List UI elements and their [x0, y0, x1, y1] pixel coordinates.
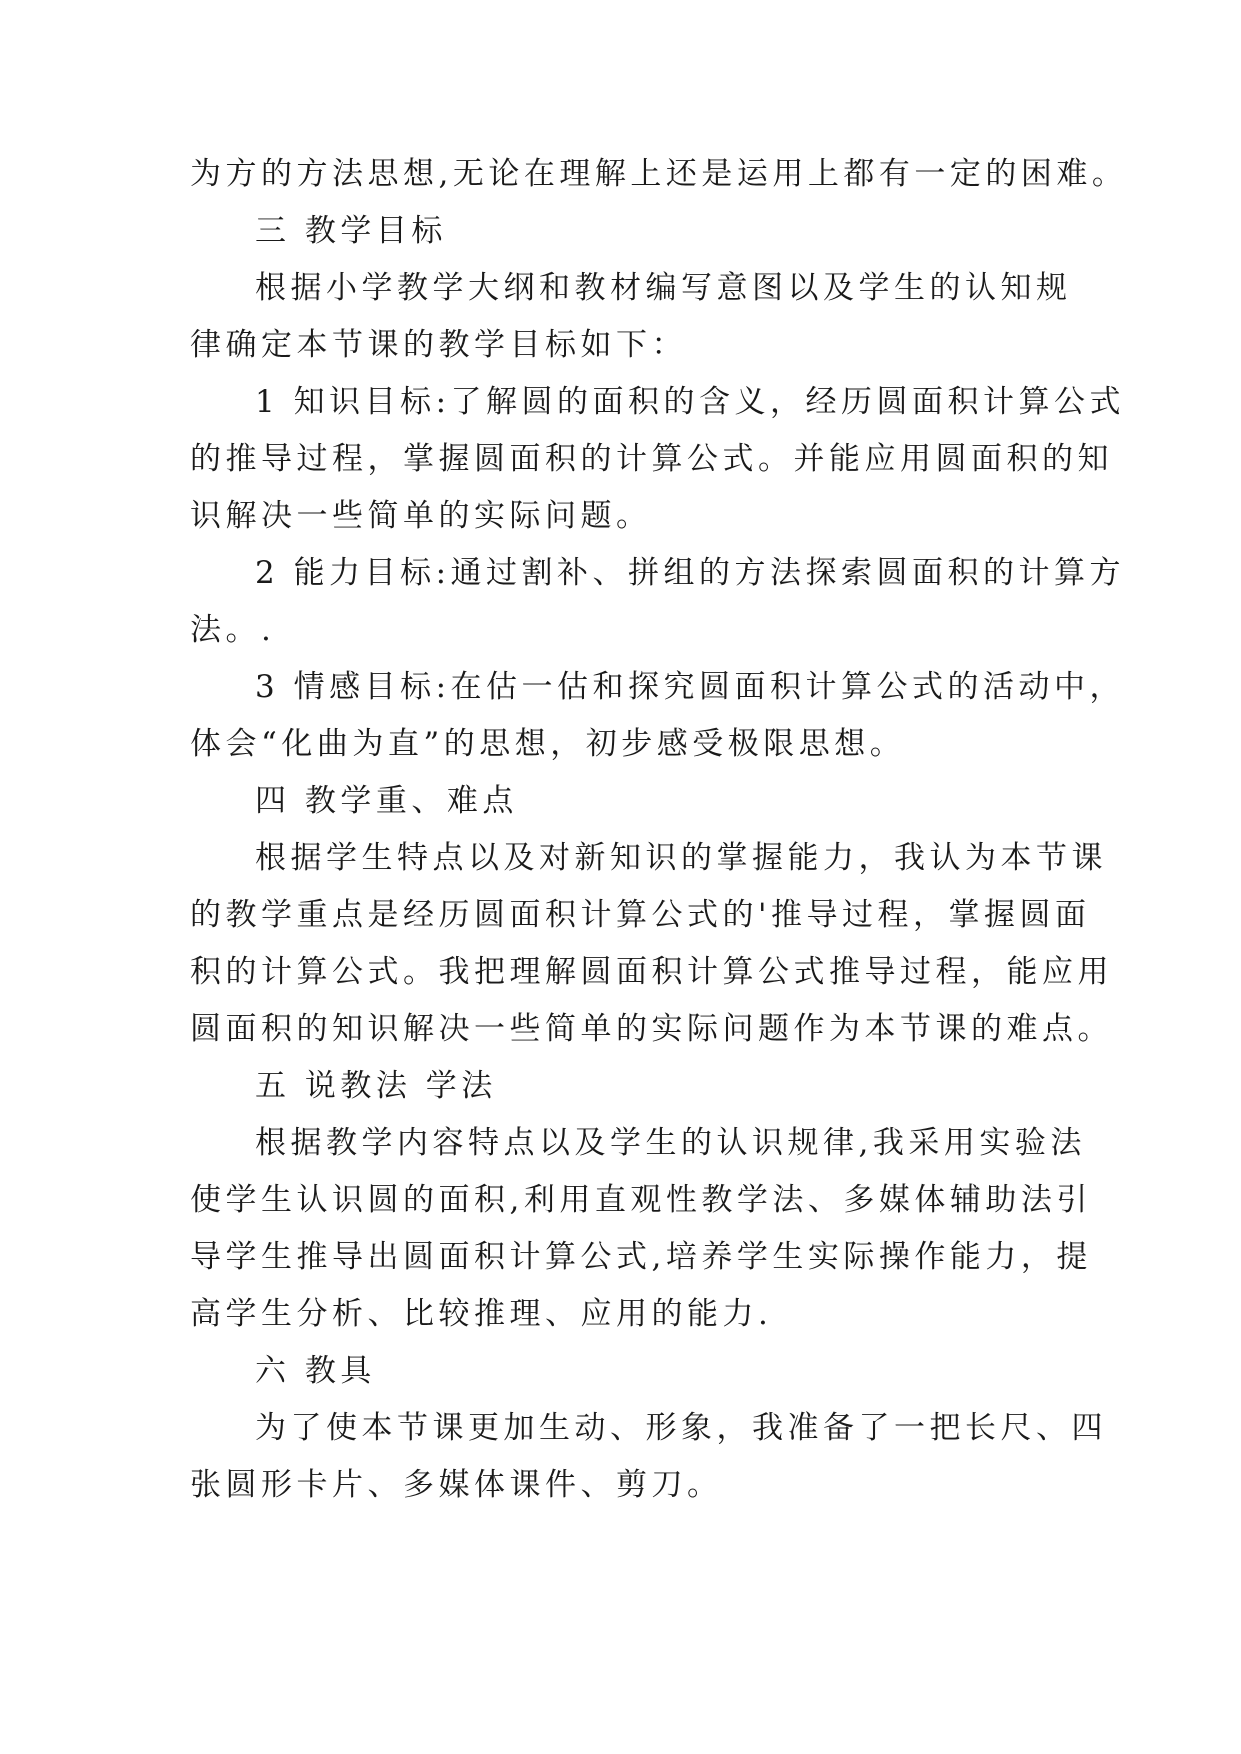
- paragraph-line-20: 导学生推导出圆面积计算公式,培养学生实际操作能力，提: [190, 1239, 1092, 1275]
- section-heading-4: 四 教学重、难点: [255, 783, 518, 819]
- paragraph-line-15: 积的计算公式。我把理解圆面积计算公式推导过程，能应用: [190, 954, 1113, 990]
- section-heading-3: 三 教学目标: [255, 213, 447, 249]
- paragraph-line-4: 律确定本节课的教学目标如下：: [190, 327, 687, 363]
- section-heading-6: 六 教具: [255, 1353, 376, 1389]
- paragraph-line-5: 1 知识目标:了解圆的面积的含义，经历圆面积计算公式: [255, 384, 1126, 420]
- section-heading-5: 五 说教法 学法: [255, 1068, 497, 1104]
- paragraph-line-23: 为了使本节课更加生动、形象，我准备了一把长尺、四: [255, 1410, 1107, 1446]
- paragraph-line-21: 高学生分析、比较推理、应用的能力.: [190, 1296, 773, 1332]
- paragraph-line-10: 3 情感目标:在估一估和探究圆面积计算公式的活动中，: [255, 669, 1126, 705]
- paragraph-line-19: 使学生认识圆的面积,利用直观性教学法、多媒体辅助法引: [190, 1182, 1092, 1218]
- paragraph-line-1: 为方的方法思想,无论在理解上还是运用上都有一定的困难。: [190, 156, 1128, 192]
- paragraph-line-3: 根据小学教学大纲和教材编写意图以及学生的认知规: [255, 270, 1072, 306]
- paragraph-line-9: 法。.: [190, 612, 276, 648]
- paragraph-line-8: 2 能力目标:通过割补、拼组的方法探索圆面积的计算方: [255, 555, 1126, 591]
- paragraph-line-13: 根据学生特点以及对新知识的掌握能力，我认为本节课: [255, 840, 1107, 876]
- paragraph-line-7: 识解决一些简单的实际问题。: [190, 498, 652, 534]
- paragraph-line-11: 体会“化曲为直”的思想，初步感受极限思想。: [190, 726, 906, 762]
- paragraph-line-14: 的教学重点是经历圆面积计算公式的'推导过程，掌握圆面: [190, 897, 1091, 933]
- paragraph-line-16: 圆面积的知识解决一些简单的实际问题作为本节课的难点。: [190, 1011, 1113, 1047]
- paragraph-line-6: 的推导过程，掌握圆面积的计算公式。并能应用圆面积的知: [190, 441, 1113, 477]
- paragraph-line-18: 根据教学内容特点以及学生的认识规律,我采用实验法: [255, 1125, 1086, 1161]
- paragraph-line-24: 张圆形卡片、多媒体课件、剪刀。: [190, 1467, 723, 1503]
